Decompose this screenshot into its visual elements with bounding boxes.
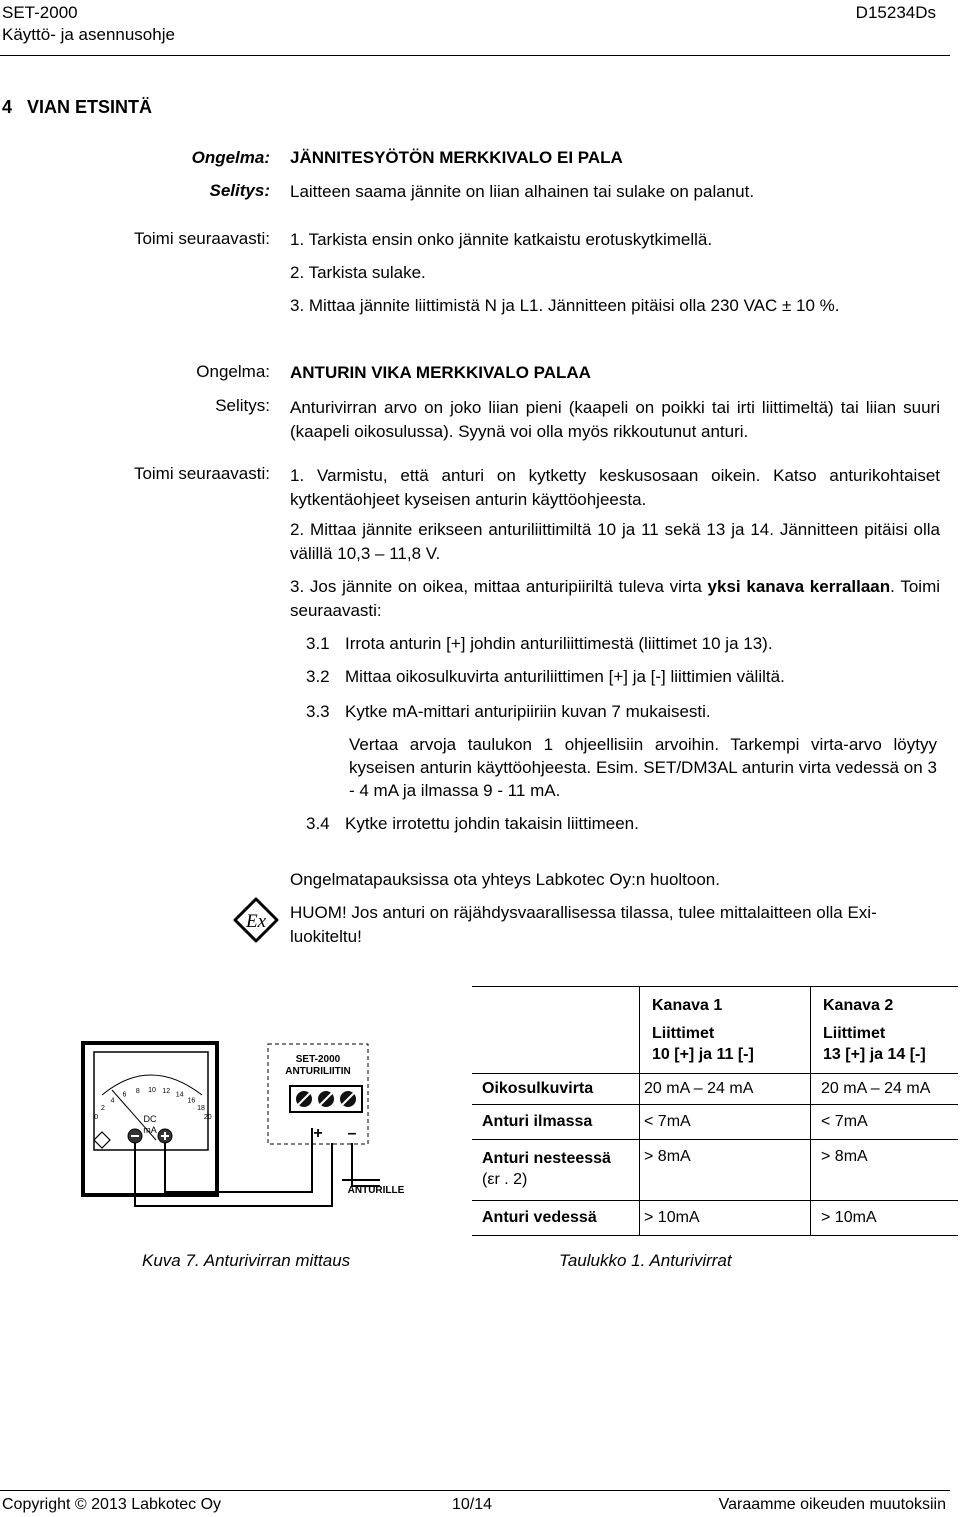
substep-3-4-text: Kytke irrotettu johdin takaisin liittimeen.: [345, 814, 639, 833]
table-cell: > 10mA: [811, 1201, 959, 1236]
substep-3-3-num: 3.3: [306, 702, 330, 721]
table-col1-terminals: 10 [+] ja 11 [-]: [652, 1046, 754, 1063]
meter-scale-label: 4: [110, 1097, 115, 1105]
meter-scale-label: 16: [187, 1097, 196, 1105]
table-row: [472, 1074, 958, 1105]
problem2-title: ANTURIN VIKA MERKKIVALO PALAA: [290, 363, 591, 382]
substep-3-3-text: Kytke mA-mittari anturipiiriin kuvan 7 mukaisesti.: [345, 702, 711, 721]
table-row: [472, 1201, 958, 1236]
table-corner-cell: [472, 987, 640, 1018]
terminal-title: SET-2000: [295, 1054, 341, 1065]
table-cell: > 10mA: [640, 1201, 811, 1236]
footer-page: 10/14: [452, 1496, 493, 1513]
section-title: 4 VIAN ETSINTÄ: [2, 97, 153, 117]
meter-scale-label: 18: [197, 1105, 205, 1112]
ex-symbol-icon: [233, 897, 279, 943]
substep-3-1-num: 3.1: [306, 634, 330, 653]
table-caption: Taulukko 1. Anturivirrat: [559, 1251, 732, 1270]
table-row-label: Anturi nesteessä: [482, 1150, 611, 1167]
problem2-step-1: 1. Varmistu, että anturi on kytketty keskusosaan oikein. Katso anturikohtaiset kytkentäohjeet kyseisen anturin käyttöohjeesta.: [290, 466, 940, 509]
header-product: SET-2000: [2, 3, 78, 22]
problem2-step-2: 2. Mittaa jännite erikseen anturiliittimiltä 10 ja 11 sekä 13 ja 14. Jännitteen pitäisi olla välillä 10,3 – 11,8 V.: [290, 520, 940, 563]
table-col2-terminals: 13 [+] ja 14 [-]: [823, 1046, 926, 1063]
table-cell: > 8mA: [640, 1140, 811, 1201]
footer-copyright: Copyright © 2013 Labkotec Oy: [2, 1496, 222, 1513]
meter-scale-label: 14: [175, 1091, 184, 1099]
problem1-explanation-label: Selitys:: [209, 181, 270, 200]
header-manual: Käyttö- ja asennusohje: [2, 25, 175, 44]
terminal-plus-sign: +: [313, 1125, 323, 1142]
table-cell: > 8mA: [811, 1140, 959, 1201]
substep-3-2-text: Mittaa oikosulkuvirta anturiliittimen [+] ja [-] liittimien väliltä.: [345, 667, 785, 686]
terminal-minus-sign: –: [347, 1125, 357, 1142]
table-row-sublabel: (εr . 2): [482, 1171, 528, 1188]
table-cell: < 7mA: [640, 1105, 811, 1140]
figure-caption: Kuva 7. Anturivirran mittaus: [142, 1251, 351, 1270]
table-row: [472, 1105, 958, 1140]
table-row: [472, 1140, 958, 1201]
meter-scale-label: 8: [135, 1088, 140, 1095]
problem2-explanation: Anturivirran arvo on joko liian pieni (kaapeli on poikki tai irti liittimeltä) tai liian suuri (kaapeli oikosulussa). Syynä voi olla myös rikkoutunut anturi.: [290, 398, 940, 441]
table-col1-terminals-label: Liittimet: [652, 1025, 715, 1042]
substep-3-2-num: 3.2: [306, 667, 330, 686]
table-row-label: Oikosulkuvirta: [472, 1074, 640, 1105]
problem1-label: Ongelma:: [191, 148, 270, 167]
current-table: [472, 986, 958, 1236]
table-row-label: Anturi vedessä: [472, 1201, 640, 1236]
meter-scale-label: 6: [122, 1091, 127, 1099]
table-cell: < 7mA: [811, 1105, 959, 1140]
problem1-action-label: Toimi seuraavasti:: [133, 229, 270, 248]
problem1-step-2: 2. Tarkista sulake.: [290, 263, 426, 282]
figure-current-measurement: [80, 1040, 420, 1250]
table-col2-terminals-label: Liittimet: [823, 1025, 886, 1042]
current-table-wrapper: [472, 986, 958, 1236]
terminal-subtitle: ANTURILIITIN: [285, 1066, 351, 1077]
table-header-terminals: [472, 1017, 958, 1074]
header-rule: [0, 55, 950, 56]
header-doc-id: D15234Ds: [855, 3, 936, 22]
to-sensor-label: ANTURILLE: [347, 1185, 405, 1196]
meter-unit-ma: mA: [143, 1125, 157, 1135]
problem2-step-3: [290, 575, 940, 623]
step3-text-bold: yksi kanava kerrallaan: [707, 577, 891, 596]
problem1-title: JÄNNITESYÖTÖN MERKKIVALO EI PALA: [290, 148, 623, 167]
table-cell: 20 mA – 24 mA: [640, 1074, 811, 1105]
problem2-action-label: Toimi seuraavasti:: [133, 464, 270, 483]
problem2-label: Ongelma:: [196, 362, 270, 381]
ex-symbol-text: Ex: [245, 911, 267, 932]
table-col2-name: Kanava 2: [811, 987, 959, 1018]
footer-rights: Varaamme oikeuden muutoksiin: [718, 1496, 946, 1513]
meter-scale-label: 2: [101, 1105, 105, 1112]
table-header-names: [472, 987, 958, 1018]
step3-text-post: . Toimi seuraavasti:: [290, 577, 941, 620]
substep-3-1-text: Irrota anturin [+] johdin anturiliittimestä (liittimet 10 ja 13).: [345, 634, 773, 653]
meter-scale-label: 12: [162, 1088, 171, 1095]
table-col1-name: Kanava 1: [640, 987, 811, 1018]
meter-scale-label: 0: [94, 1114, 99, 1122]
meter-unit-dc: DC: [143, 1114, 157, 1124]
meter-scale-label: 20: [203, 1114, 212, 1122]
problem1-step-3: 3. Mittaa jännite liittimistä N ja L1. Jännitteen pitäisi olla 230 VAC ± 10 %.: [290, 296, 840, 315]
substep-3-4-num: 3.4: [306, 814, 330, 833]
ex-warning: HUOM! Jos anturi on räjähdysvaarallisessa tilassa, tulee mittalaitteen olla Exi-luokiteltu!: [290, 903, 877, 946]
meter-scale-label: 10: [148, 1086, 156, 1094]
table-cell: 20 mA – 24 mA: [811, 1074, 959, 1105]
problem1-step-1: 1. Tarkista ensin onko jännite katkaistu erotuskytkimellä.: [290, 230, 713, 249]
problem2-explanation-label: Selitys:: [215, 396, 270, 415]
table-row-label: Anturi ilmassa: [472, 1105, 640, 1140]
compare-note: Vertaa arvoja taulukon 1 ohjeellisiin arvoihin. Tarkempi virta-arvo löytyy kyseisen anturin käyttöohjeesta. Esim. SET/DM3AL anturin virta vedessä on 3 - 4 mA ja ilmassa 9 - 11 mA.: [349, 735, 937, 800]
service-note: Ongelmatapauksissa ota yhteys Labkotec Oy:n huoltoon.: [290, 870, 720, 889]
footer-rule: [0, 1490, 950, 1491]
problem1-explanation: Laitteen saama jännite on liian alhainen tai sulake on palanut.: [290, 182, 755, 201]
step3-text-pre: 3. Jos jännite on oikea, mittaa anturipiiriltä tuleva virta: [290, 577, 708, 596]
